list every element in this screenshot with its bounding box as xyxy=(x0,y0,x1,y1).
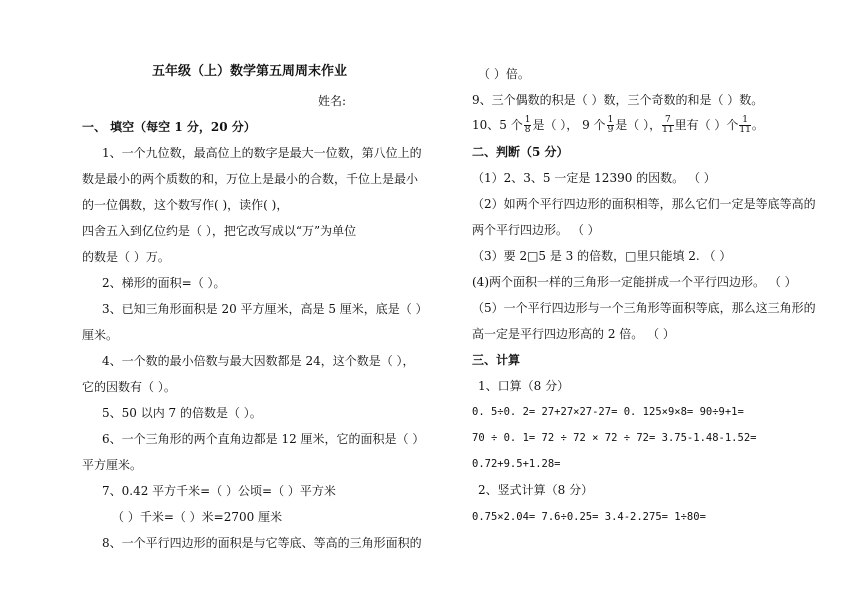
q4-line2: 它的因数有（ ）。 xyxy=(82,380,176,394)
q1-line2: 数是最小的两个质数的和，万位上是最小的合数，千位上是最小 xyxy=(82,172,419,186)
judge-4: (4)两个面积一样的三角形一定能拼成一个平行四边形。 （ ） xyxy=(472,275,797,289)
section-calc: 三、计算 xyxy=(472,353,521,367)
oral-calc-row2: 70 ÷ 0. 1= 72 ÷ 72 × 72 ÷ 72= 3.75-1.48-1.52= xyxy=(472,432,757,444)
fraction-1-8: $\frac{1}{8}$ xyxy=(524,115,531,135)
q6-line1: 6、一个三角形的两个直角边都是 12 厘米，它的面积是（ ） xyxy=(102,432,425,446)
q10-text-5: 。 xyxy=(751,118,764,132)
q10-text-2: 是（ ）， 9 个 xyxy=(532,118,606,132)
q10-text-4: 里有（ ）个 xyxy=(674,118,739,132)
oral-calc-row3: 0.72+9.5+1.28= xyxy=(472,458,561,470)
vertical-calc-row1: 0.75×2.04= 7.6÷0.25= 3.4-2.275= 1÷80= xyxy=(472,511,706,523)
q10 xyxy=(472,114,764,136)
fraction-1-9: $\frac{1}{9}$ xyxy=(607,115,614,135)
q6-line2: 平方厘米。 xyxy=(82,458,143,472)
fraction-1-11: $\frac{1}{11}$ xyxy=(739,115,751,135)
q9: 9、三个偶数的积是（ ）数，三个奇数的和是（ ）数。 xyxy=(472,93,764,107)
q2: 2、梯形的面积=（ ）。 xyxy=(102,276,226,290)
q1-line1: 1、一个九位数，最高位上的数字是最大一位数，第八位上的 xyxy=(102,146,422,160)
oral-calc-row1: 0. 5÷0. 2= 27+27×27-27= 0. 125×9×8= 90÷9+1= xyxy=(472,406,744,418)
q10-text-3: 是（ ）， xyxy=(615,118,662,132)
judge-5-line2: 高一定是平行四边形高的 2 倍。 （ ） xyxy=(472,327,675,341)
q4-line1: 4、一个数的最小倍数与最大因数都是 24，这个数是（ ）， xyxy=(102,354,415,368)
oral-calc-heading: 1、口算（8 分） xyxy=(478,379,570,393)
judge-1: （1）2、3、5 一定是 12390 的因数。 （ ） xyxy=(472,171,716,185)
q1-line5: 的数是（ ）万。 xyxy=(82,250,170,264)
judge-3: （3）要 2□5 是 3 的倍数，□里只能填 2. （ ） xyxy=(472,249,732,263)
q5: 5、50 以内 7 的倍数是（ ）。 xyxy=(102,406,262,420)
q7-line2: （ ）千米=（ ）米=2700 厘米 xyxy=(112,510,283,524)
q3-line1: 3、已知三角形面积是 20 平方厘米，高是 5 厘米，底是（ ） xyxy=(102,302,428,316)
section-judge: 二、判断（5 分） xyxy=(472,145,569,159)
q7-line1: 7、0.42 平方千米=（ ）公顷=（ ）平方米 xyxy=(102,484,336,498)
q8-continued: （ ）倍。 xyxy=(478,67,530,81)
judge-2-line2: 两个平行四边形。 （ ） xyxy=(472,223,600,237)
page-title: 五年级（上）数学第五周周末作业 xyxy=(152,64,348,79)
q1-line3: 的一位偶数，这个数写作( )，读作( )， xyxy=(82,198,289,212)
name-label: 姓名: xyxy=(318,94,347,108)
section-fill-blanks: 一、 填空（每空 1 分，20 分） xyxy=(82,120,256,134)
vertical-calc-heading: 2、竖式计算（8 分） xyxy=(478,483,594,497)
fraction-7-11: $\frac{7}{11}$ xyxy=(662,115,674,135)
judge-5-line1: （5）一个平行四边形与一个三角形等面积等底，那么这三角形的 xyxy=(472,301,816,315)
q8: 8、一个平行四边形的面积是与它等底、等高的三角形面积的 xyxy=(102,536,422,550)
judge-2-line1: （2）如两个平行四边形的面积相等，那么它们一定是等底等高的 xyxy=(472,197,816,211)
q3-line2: 厘米。 xyxy=(82,328,119,342)
q1-line4: 四舍五入到亿位约是（ ），把它改写成以“万”为单位 xyxy=(82,224,357,238)
q10-text-1: 10、5 个 xyxy=(472,118,523,132)
